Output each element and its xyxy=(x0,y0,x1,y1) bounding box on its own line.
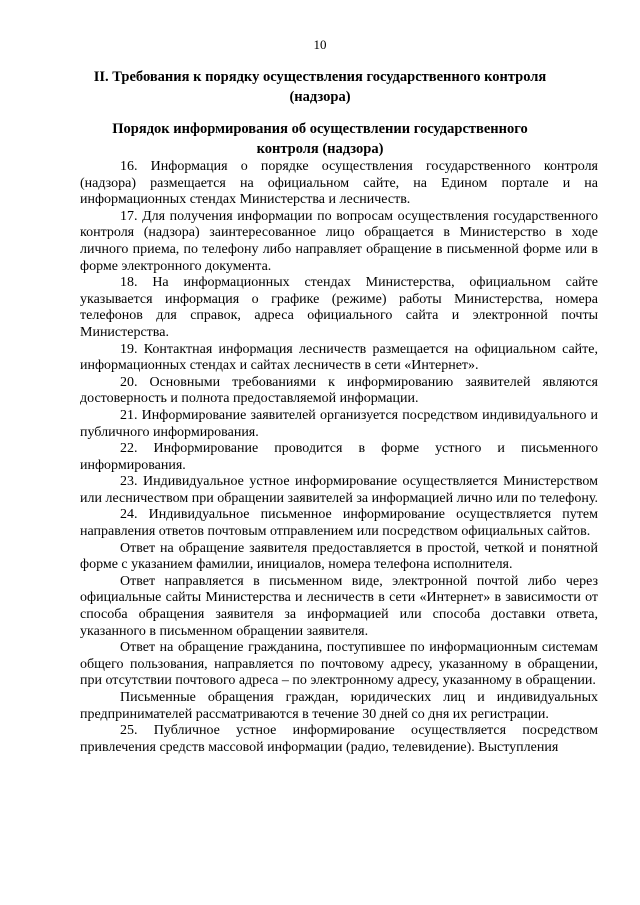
paragraph-25: 25. Публичное устное информирование осуществляется посредством привлечения средств массовой информации (радио, телевидение). Выступления xyxy=(80,723,598,755)
section-title: II. Требования к порядку осуществления государственного контроля (надзора) xyxy=(93,69,547,105)
paragraph-17: 17. Для получения информации по вопросам осуществления государственного контроля (надзора) заинтересованное лицо обращается в Министерство в ходе личного приема, по телефону либо направляет обращение в письменной форме или в форме электронного документа. xyxy=(80,208,598,274)
paragraph-24: 24. Индивидуальное письменное информирование осуществляется путем направления ответов почтовым отправлением или посредством официальных сайтов. xyxy=(80,507,598,540)
paragraph-16: 16. Информация о порядке осуществления государственного контроля (надзора) размещается на официальном сайте, на Едином портале и на информационных стендах Министерства и лесничеств. xyxy=(80,159,598,208)
paragraph-19: 19. Контактная информация лесничеств размещается на официальном сайте, информационных стендах и сайтах лесничеств в сети «Интернет». xyxy=(80,341,598,374)
paragraph-20: 20. Основными требованиями к информированию заявителей являются достоверность и полнота предоставляемой информации. xyxy=(80,374,598,407)
subsection-title: Порядок информирования об осуществлении государственного контроля (надзора) xyxy=(112,121,528,157)
paragraph-answer-form: Ответ на обращение заявителя предоставляется в простой, четкой и понятной форме с указанием фамилии, инициалов, номера телефона исполнителя. xyxy=(80,540,598,573)
paragraph-22: 22. Информирование проводится в форме устного и письменного информирования. xyxy=(80,441,598,473)
paragraph-23: 23. Индивидуальное устное информирование осуществляется Министерством или лесничеством при обращении заявителей за информацией лично или по телефону. xyxy=(80,474,598,506)
paragraph-21: 21. Информирование заявителей организуется посредством индивидуального и публичного информирования. xyxy=(80,407,598,440)
page-number: 10 xyxy=(313,37,327,52)
paragraph-review-period: Письменные обращения граждан, юридических лиц и индивидуальных предпринимателей рассматриваются в течение 30 дней со дня их регистрации. xyxy=(80,690,598,722)
paragraph-citizen-answer: Ответ на обращение гражданина, поступившее по информационным системам общего пользования, направляется по почтовому адресу, указанному в обращении, при отсутствии почтового адреса – по электронному адресу, указанному в обращении. xyxy=(80,640,598,689)
paragraph-answer-delivery: Ответ направляется в письменном виде, электронной почтой либо через официальные сайты Министерства и лесничеств в сети «Интернет» в зависимости от способа обращения заявителя за информацией или способа доставки ответа, указанного в письменном обращении заявителя. xyxy=(80,573,598,639)
body-text xyxy=(80,159,598,756)
paragraph-18: 18. На информационных стендах Министерства, официальном сайте указывается информация о графике (режиме) работы Министерства, номера телефонов для справок, адреса официального сайта и электронной почты Министерства. xyxy=(80,275,598,340)
